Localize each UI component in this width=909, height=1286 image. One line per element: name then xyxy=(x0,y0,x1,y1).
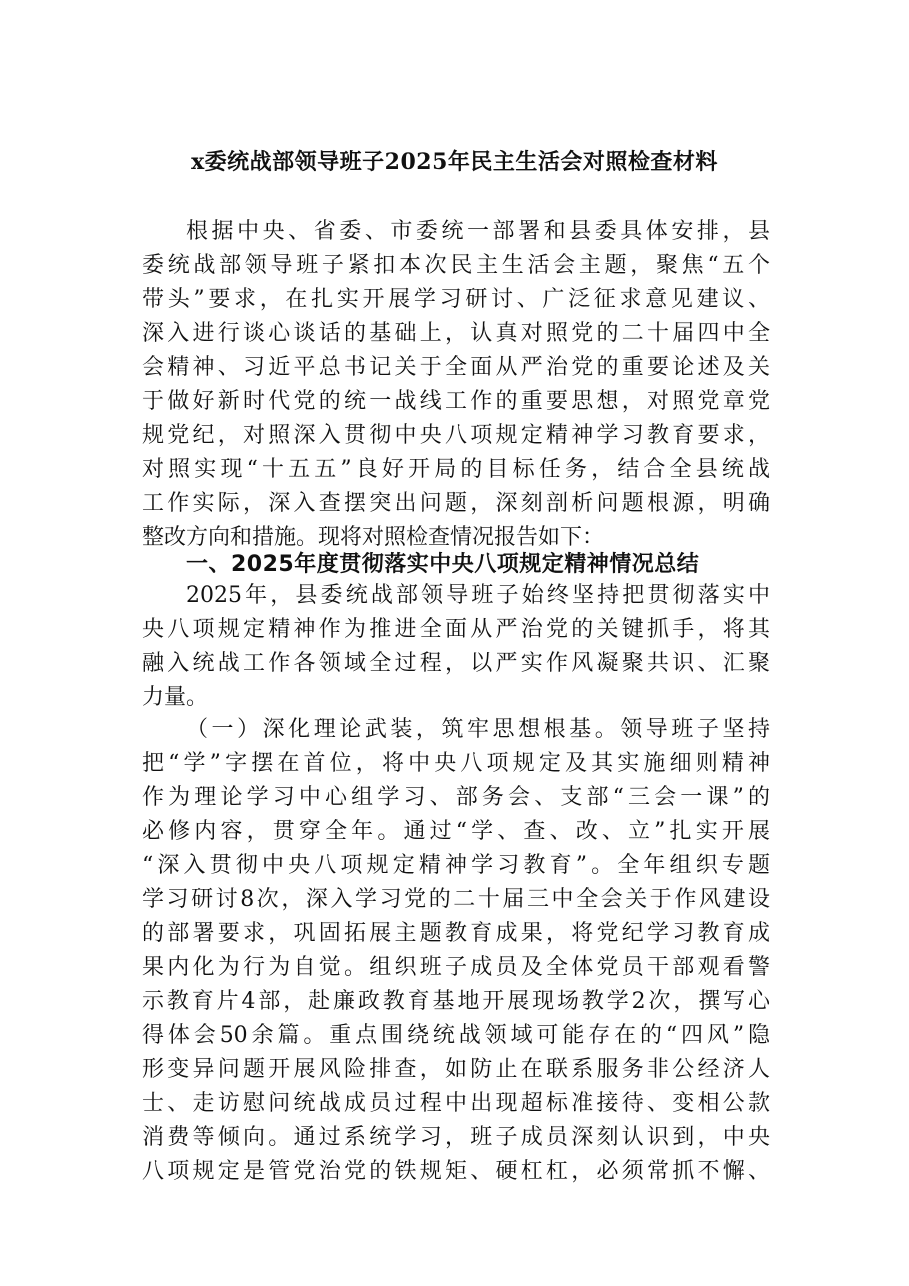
intro-paragraph xyxy=(142,215,770,555)
text-line: “深入贯彻中央八项规定精神学习教育”。全年组织专题 xyxy=(142,853,770,878)
text-line: 形变异问题开展风险排查，如防止在联系服务非公经济人 xyxy=(142,1057,770,1082)
text-line: 2025年，县委统战部领导班子始终坚持把贯彻落实中 xyxy=(186,583,770,608)
text-line: 的部署要求，巩固拓展主题教育成果，将党纪学习教育成 xyxy=(142,921,770,946)
text-line: 把“学”字摆在首位，将中央八项规定及其实施细则精神 xyxy=(142,751,770,776)
text-line: 深入进行谈心谈话的基础上，认真对照党的二十届四中全 xyxy=(142,321,770,346)
section-heading-block xyxy=(142,548,770,582)
text-line: 力量。 xyxy=(142,685,209,710)
text-line: 央八项规定精神作为推进全面从严治党的关键抓手，将其 xyxy=(142,617,770,642)
text-line: 工作实际，深入查摆突出问题，深刻剖析问题根源，明确 xyxy=(142,491,770,516)
text-line: 士、走访慰问统战成员过程中出现超标准接待、变相公款 xyxy=(142,1091,770,1116)
text-line: （一）深化理论武装，筑牢思想根基。领导班子坚持 xyxy=(186,717,770,742)
text-line: 对照实现“十五五”良好开局的目标任务，结合全县统战 xyxy=(142,457,770,482)
text-line: 果内化为行为自觉。组织班子成员及全体党员干部观看警 xyxy=(142,955,770,980)
summary-paragraph xyxy=(142,579,770,715)
text-line: 融入统战工作各领域全过程，以严实作风凝聚共识、汇聚 xyxy=(142,651,770,676)
text-line: 作为理论学习中心组学习、部务会、支部“三会一课”的 xyxy=(142,785,770,810)
text-line: 会精神、习近平总书记关于全面从严治党的重要论述及关 xyxy=(142,355,770,380)
subsection-paragraph xyxy=(142,713,770,1189)
text-line: 必修内容，贯穿全年。通过“学、查、改、立”扎实开展 xyxy=(142,819,770,844)
section-heading: 一、2025年度贯彻落实中央八项规定精神情况总结 xyxy=(186,552,700,577)
text-line: 得体会50余篇。重点围绕统战领域可能存在的“四风”隐 xyxy=(142,1023,770,1048)
text-line: 带头”要求，在扎实开展学习研讨、广泛征求意见建议、 xyxy=(142,287,770,312)
text-line: 消费等倾向。通过系统学习，班子成员深刻认识到，中央 xyxy=(142,1125,770,1150)
text-line: 根据中央、省委、市委统一部署和县委具体安排，县 xyxy=(186,219,770,244)
text-line: 于做好新时代党的统一战线工作的重要思想，对照党章党 xyxy=(142,389,770,414)
text-line: 学习研讨8次，深入学习党的二十届三中全会关于作风建设 xyxy=(142,887,770,912)
document-title: x委统战部领导班子2025年民主生活会对照检查材料 xyxy=(191,149,718,175)
text-line: 整改方向和措施。现将对照检查情况报告如下： xyxy=(142,525,605,550)
text-line: 委统战部领导班子紧扣本次民主生活会主题，聚焦“五个 xyxy=(142,253,770,278)
text-line: 规党纪，对照深入贯彻中央八项规定精神学习教育要求， xyxy=(142,423,770,448)
text-line: 八项规定是管党治党的铁规矩、硬杠杠，必须常抓不懈、 xyxy=(142,1159,770,1184)
text-line: 示教育片4部，赴廉政教育基地开展现场教学2次，撰写心 xyxy=(142,989,770,1014)
